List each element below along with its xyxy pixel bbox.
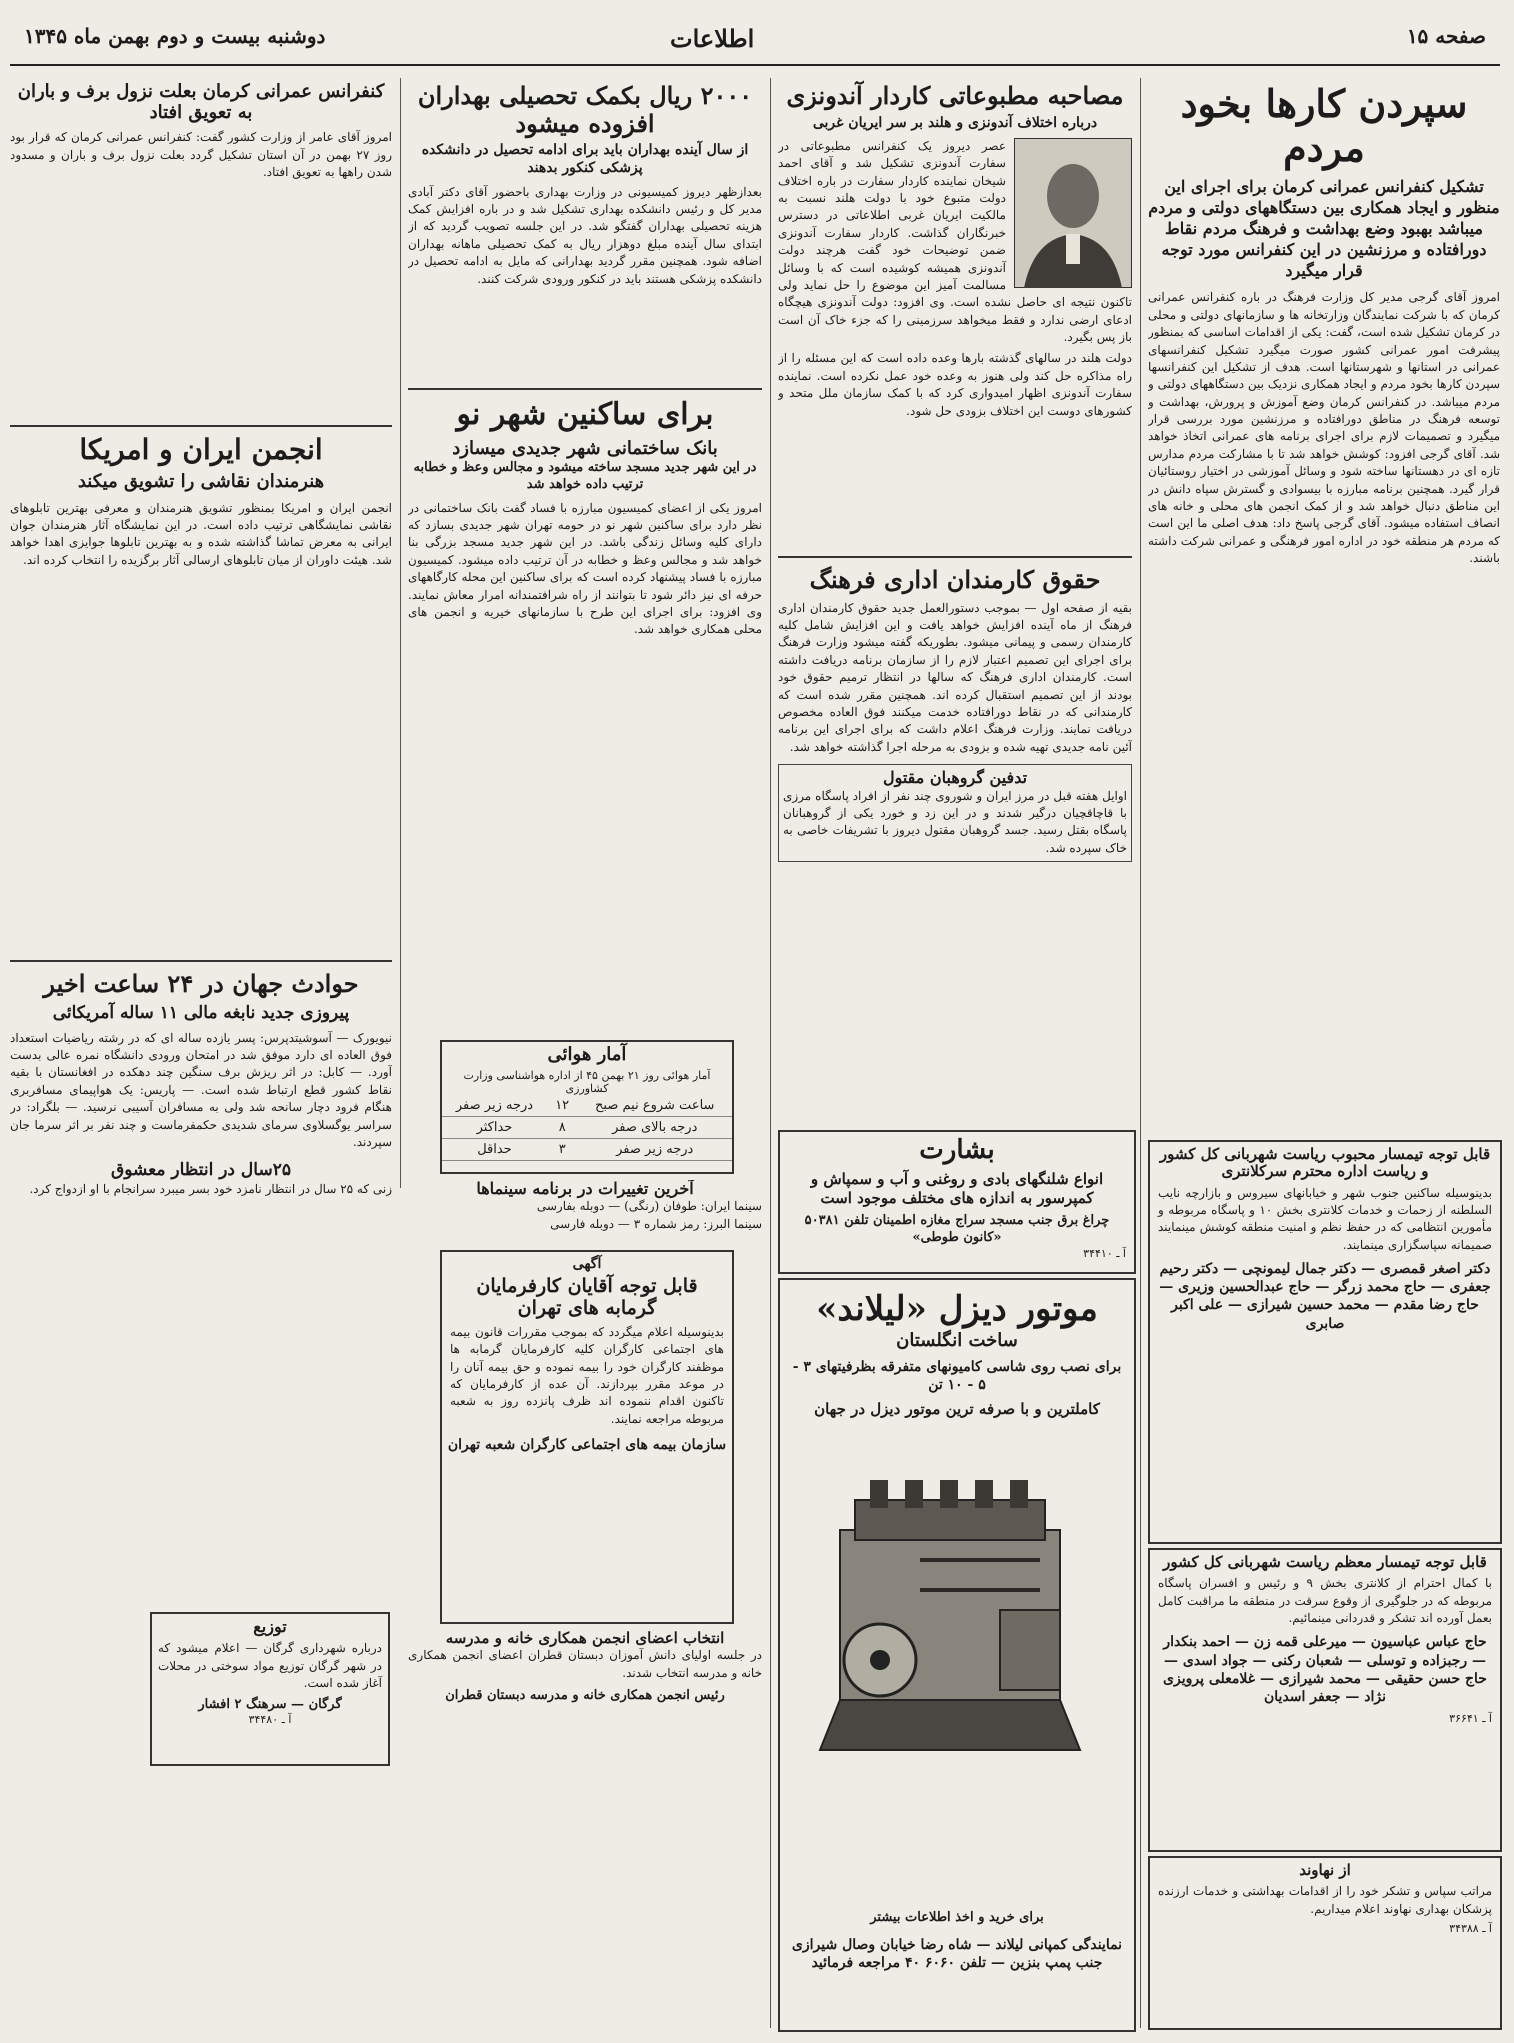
header-page-number: صفحه ۱۵ bbox=[1406, 24, 1486, 48]
funeral-body: اوایل هفته قبل در مرز ایران و شوروی چند نفر از افراد پاسگاه مرزی با قاچاقچیان درگیر شدند و در این زد و خورد یکی از گروهبانان پاسگاه بقتل رسید. جسد گروهبان مقتول دیروز با تشریفات خاصی به خاک سپرده شد. bbox=[783, 788, 1127, 855]
ad-body: انواع شلنگهای بادی و روغنی و آب و سمپاش و کمپرسور به اندازه های مختلف موجود است bbox=[810, 1169, 1104, 1208]
article-headline: سپردن کارها بخود مردم bbox=[1180, 81, 1468, 170]
association-title: انتخاب اعضای انجمن همکاری خانه و مدرسه bbox=[445, 1630, 725, 1647]
article-subheadline: هنرمندان نقاشی را تشویق میکند bbox=[77, 471, 325, 493]
ad-title: بشارت bbox=[919, 1135, 995, 1165]
article-indonesia-press bbox=[778, 78, 1132, 548]
ad-body: با کمال احترام از کلانتری بخش ۹ و رئیس و افسران پاسگاه مربوطه که در جلوگیری از وقوع سرقت در منطقه ما مراقبت کامل بعمل آورده اند تشکر و قدردانی مینمائیم. bbox=[1158, 1576, 1493, 1626]
table-cell: ساعت شروع نیم صبح bbox=[577, 1095, 732, 1117]
article-body: نیویورک — آسوشیتدپرس: پسر یازده ساله ای که در رشته ریاضیات استعداد فوق العاده ای دارد موفق شد در امتحان ورودی دانشگاه نمره عالی بدست آورد. — کابل: در اثر ریزش برف سنگین چند دهکده در افغانستان با بقیه نقاط کشور قطع ارتباط شده است. — پاریس: یک هواپیمای مسافربری هنگام فرود دچار سانحه شد ولی به مسافران آسیبی نرسید. — بلگراد: در سراسر یوگسلاوی سرمای شدیدی حکمفرماست و چند نفر بر اثر سرما جان سپردند. bbox=[10, 1030, 392, 1150]
table-cell: درجه زیر صفر bbox=[577, 1138, 732, 1160]
notice-body: بدینوسیله اعلام میگردد که بموجب مقررات قانون بیمه های اجتماعی کارگران کلیه کارفرمایان گرمابه ها موظفند کارگران خود را بیمه نموده و حق بیمه آنان را در موعد مقرر بپردازند. آن عده از کارفرمایان که تاکنون اقدام ننموده اند ظرف پانزده روز به شعبه مربوطه مراجعه نمایند. bbox=[450, 1324, 724, 1426]
article-body: بقیه از صفحه اول — بموجب دستورالعمل جدید حقوق کارمندان اداری فرهنگ از ماه آینده افزایش خواهد یافت و این افزایش شامل کلیه کارمندان رسمی و پیمانی میشود. بطوریکه گفته میشود وزارت فرهنگ برای اجرای این تصمیم اعتبار لازم را از سازمان برنامه دریافت داشته است. کارمندان اداری فرهنگ که سالها در انتظار ترمیم حقوق خود بودند از این تصمیم استقبال کرده اند. همچنین مقرر شده است که کارمندانی که در نقاط دورافتاده خدمت میکنند فوق العاده مخصوص دریافت نمایند. وزارت فرهنگ اعلام داشت که برای اجرای این برنامه آئین نامه جدیدی تهیه شده و بزودی به مرحله اجرا گذاشته خواهد شد. bbox=[778, 600, 1132, 754]
article-new-town bbox=[408, 394, 762, 1034]
ad-nahavand bbox=[1148, 1856, 1502, 2030]
distribution-notice bbox=[150, 1612, 390, 1766]
weather-box bbox=[440, 1040, 734, 1174]
distribution-title: توزیع bbox=[253, 1617, 287, 1636]
ad-number: آ ـ ۳۴۳۸۸ bbox=[1449, 1922, 1492, 1936]
story-title: ۲۵سال در انتظار معشوق bbox=[111, 1160, 291, 1181]
section-divider bbox=[408, 388, 762, 390]
cinema-line: سینما البرز: رمز شماره ۳ — دوبله فارسی bbox=[550, 1216, 762, 1231]
notice-title: آگهی bbox=[572, 1256, 602, 1272]
article-teacher-salaries bbox=[778, 562, 1132, 1122]
column-divider bbox=[770, 78, 771, 2028]
ad-body: بدینوسیله ساکنین جنوب شهر و خیابانهای سیروس و بازارچه نایب السلطنه از زحمات و خدمات کلانتری بخش ۱۰ و پاسگاه مربوطه و مأمورین انتظامی که در حفظ نظم و امنیت منطقه کوشش مینمایند صمیمانه سپاسگزاری مینمایند. bbox=[1158, 1185, 1493, 1252]
ad-body: مراتب سپاس و تشکر خود را از اقدامات بهداشتی و خدمات ارزنده پزشکان بهداری نهاوند اعلام میداریم. bbox=[1158, 1884, 1492, 1916]
header-date: دوشنبه بیست و دوم بهمن ماه ۱۳۴۵ bbox=[24, 24, 326, 48]
ad-title: از نهاوند bbox=[1299, 1861, 1351, 1879]
table-cell: درجه زیر صفر bbox=[442, 1095, 547, 1117]
ad-title: موتور دیزل «لیلاند» bbox=[816, 1289, 1098, 1329]
article-subheadline: پیروزی جدید نابغه مالی ۱۱ ساله آمریکائی bbox=[52, 1002, 350, 1023]
article-body: عصر دیروز یک کنفرانس مطبوعاتی در سفارت آندونزی تشکیل شد و آقای احمد شیخان نماینده کاردار سفارت در باره اختلاف دولت متبوع خود با دولت هلند نسبت به مالکیت ایریان غربی اطلاعاتی در دسترس خبرنگاران گذاشت. کاردار سفارت آندونزی ضمن توضیحات خود گفت هرچند دولت آندونزی همیشه کوشیده است که با وسائل مسالمت آمیز این موضوع را حل نماید ولی تاکنون نتیجه ای حاصل نشده است. وی افزود: دولت آندونزی هیچگاه ادعای ارضی ندارد و فقط میخواهد سرزمینی را که جزء خاک آن است باز پس بگیرد. bbox=[778, 138, 1132, 345]
article-subheadline: بانک ساختمانی شهر جدیدی میسازد bbox=[452, 437, 718, 459]
article-headline: حوادث جهان در ۲۴ ساعت اخیر bbox=[43, 969, 359, 998]
distribution-body: درباره شهرداری گرگان — اعلام میشود که در شهر گرگان توزیع مواد سوختی در محلات آغاز شده است. bbox=[158, 1641, 382, 1691]
notice-headline: قابل توجه آقایان کارفرمایان گرمابه های تهران bbox=[476, 1275, 698, 1319]
ad-number: آ ـ ۳۴۴۸۰ bbox=[248, 1713, 292, 1727]
cinema-title: آخرین تغییرات در برنامه سینماها bbox=[476, 1180, 694, 1198]
ad-number: آ ـ ۳۴۴۱۰ bbox=[1083, 1246, 1126, 1260]
section-divider bbox=[10, 425, 392, 427]
article-subheadline: از سال آینده بهداران باید برای ادامه تحصیل در دانشکده پزشکی کنکور بدهند bbox=[421, 142, 749, 177]
cinema-line: سینما ایران: طوفان (رنگی) — دوبله بفارسی bbox=[536, 1199, 762, 1214]
funeral-box bbox=[778, 764, 1132, 862]
article-world-news bbox=[10, 966, 392, 1606]
article-art-exhibition bbox=[10, 430, 392, 950]
header-paper-name: اطلاعات bbox=[670, 24, 755, 53]
ad-made-in: ساخت انگلستان bbox=[896, 1330, 1018, 1352]
article-kerman-conference bbox=[1148, 78, 1500, 1138]
funeral-title: تدفین گروهبان مقتول bbox=[882, 768, 1028, 788]
insurance-notice bbox=[440, 1250, 734, 1624]
ad-hoses bbox=[778, 1130, 1136, 1274]
section-divider bbox=[778, 556, 1132, 558]
article-headline: حقوق کارمندان اداری فرهنگ bbox=[809, 565, 1101, 594]
table-row bbox=[442, 1138, 732, 1160]
article-headline: برای ساکنین شهر نو bbox=[456, 397, 714, 432]
column-divider bbox=[1140, 78, 1141, 2028]
ad-title: قابل توجه تیمسار معظم ریاست شهربانی کل کشور bbox=[1163, 1553, 1487, 1571]
ad-number: آ ـ ۳۶۶۴۱ bbox=[1449, 1712, 1492, 1726]
table-row bbox=[442, 1095, 732, 1117]
association-signature: رئیس انجمن همکاری خانه و مدرسه دبستان قطران bbox=[445, 1688, 725, 1704]
article-lead: تشکیل کنفرانس عمرانی کرمان برای اجرای این منظور و ایجاد همکاری بین دستگاههای دولتی و مردم میباشد بهبود وضع بهداشت و فرهنگ مردم نقاط دورافتاده و مرزنشین در این کنفرانس مورد توجه قرار میگیرد bbox=[1148, 177, 1500, 280]
ad-names: حاج عباس عباسیون — میرعلی قمه زن — احمد بنکدار — رجبزاده و توسلی — شعبان رکنی — جواد اسدی — حاج حسن حقیقی — محمد شیرازی — غلامعلی پرویزی نژاد — جعفر اسدیان bbox=[1163, 1634, 1487, 1705]
column-divider bbox=[400, 78, 401, 1188]
article-subheadline-2: در این شهر جدید مسجد ساخته میشود و مجالس وعظ و خطابه ترتیب داده خواهد شد bbox=[413, 459, 757, 492]
article-body: انجمن ایران و امریکا بمنظور تشویق هنرمندان و معرفی بهترین تابلوهای نقاشی نمایشگاهی ترتیب داده است. در این نمایشگاه آثار هنرمندان جوان ایرانی به معرض تماشا گذاشته شده و به بهترین تابلوها جوایزی اهدا خواهد شد. هیئت داوران از میان تابلوهای ارسالی آثار برگزیده را انتخاب کرده اند. bbox=[10, 500, 392, 567]
article-body: بعدازظهر دیروز کمیسیونی در وزارت بهداری باحضور آقای دکتر آبادی مدیر کل و رئیس دانشکده بهداری تشکیل شد و در باره افزایش کمک هزینه تحصیلی بهداران گفتگو شد. در این جلسه تصویب گردید که از ابتدای سال آینده مبلغ دوهزار ریال به کمک تحصیلی ماهانه بهداران اضافه شود. همچنین مقرر گردید بهدارانی که مایل به ادامه تحصیل در دانشکده پزشکی هستند باید در کنکور ورودی شرکت کنند. bbox=[408, 184, 762, 286]
weather-title: آمار هوائی bbox=[547, 1044, 627, 1065]
diesel-engine-illustration bbox=[800, 1460, 1110, 1790]
article-headline: انجمن ایران و امریکا bbox=[79, 433, 323, 466]
ad-description: برای نصب روی شاسی کامیونهای متفرقه بظرفیتهای ۳ - ۵ - ۱۰ تن bbox=[792, 1358, 1122, 1393]
ad-leyland-engine bbox=[778, 1278, 1136, 2032]
article-headline: کنفرانس عمرانی کرمان بعلت نزول برف و باران به تعویق افتاد bbox=[17, 81, 385, 123]
ad-info: برای خرید و اخذ اطلاعات بیشتر bbox=[870, 1910, 1044, 1925]
table-cell: ۳ bbox=[547, 1138, 578, 1160]
article-body: امروز آقای گرجی مدیر کل وزارت فرهنگ در باره کنفرانس عمرانی کرمان که با شرکت نمایندگان وزارتخانه ها و سازمانهای دولتی و محلی در کرمان تشکیل شده است، گفت: یکی از اقدامات اساسی که بمنظور پیشرفت امور عمرانی کشور صورت میگیرد تشکیل کنفرانسهای عمرانی در استانها و شهرستانها است. هدف از تشکیل این کنفرانسها سپردن کارها بخود مردم و ایجاد همکاری نزدیک بین دستگاههای دولتی و مردم میباشد. در کنفرانس کرمان وضع آموزش و پرورش، بهداشت و توسعه فرهنگ در مناطق دورافتاده و مرزنشین مورد بررسی قرار میگیرد و تصمیمات لازم برای اجرای برنامه های عمرانی اتخاذ خواهد شد. آقای گرجی افزود: کوشش خواهد شد تا با مشارکت مردم مدارس تازه ای در دهستانها ساخته شود و وسائل آموزشی در اختیار روستائیان قرار گیرد. همچنین برنامه مبارزه با بیسوادی و گسترش سپاه دانش در این مناطق دنبال خواهد شد و از کمک انجمن های محلی و خانه های انصاف استفاده میشود. آقای گرجی پاسخ داد: هدف اصلی ما این است که مردم هر منطقه خود در اداره امور فرهنگی و عمرانی شرکت داشته باشند. bbox=[1148, 290, 1500, 566]
article-kerman-postponed bbox=[10, 78, 392, 418]
page-header bbox=[10, 10, 1500, 66]
distribution-signature: گرگان — سرهنگ ۲ افشار bbox=[198, 1696, 342, 1712]
notice-signature: سازمان بیمه های اجتماعی کارگران شعبه تهران bbox=[447, 1437, 727, 1454]
article-body: امروز آقای عامر از وزارت کشور گفت: کنفرانس عمرانی کرمان که قرار بود روز ۲۷ بهمن در آن استان تشکیل گردد بعلت نزول برف و باران و مسدود شدن راهها به تعویق افتاد. bbox=[10, 130, 392, 180]
article-headline: ۲۰۰۰ ریال بکمک تحصیلی بهداران افزوده میشود bbox=[417, 81, 753, 138]
ad-title: قابل توجه تیمسار محبوب ریاست شهربانی کل کشور و ریاست اداره محترم سرکلانتری bbox=[1159, 1145, 1491, 1181]
table-row bbox=[442, 1116, 732, 1138]
ad-slogan: کاملترین و با صرفه ترین موتور دیزل در جهان bbox=[814, 1400, 1100, 1419]
ad-thanks-police-1 bbox=[1148, 1140, 1502, 1544]
table-cell: ۸ bbox=[547, 1116, 578, 1138]
article-body-continued: دولت هلند در سالهای گذشته بارها وعده داده است که این مسئله را از راه مذاکره حل کند ولی هنوز به وعده خود عمل نکرده است. نماینده سفارت آندونزی اظهار امیدواری کرد که با کمک سازمان ملل متحد و کشورهای دوست این اختلاف بزودی حل شود. bbox=[778, 351, 1132, 418]
ad-thanks-police-2 bbox=[1148, 1548, 1502, 1852]
association-body: در جلسه اولیای دانش آموزان دبستان قطران اعضای انجمن همکاری خانه و مدرسه انتخاب شدند. bbox=[408, 1648, 762, 1680]
table-cell: حداکثر bbox=[442, 1116, 547, 1138]
article-subheadline: درباره اختلاف آندونزی و هلند بر سر ایریان غربی bbox=[812, 114, 1098, 131]
table-cell: حداقل bbox=[442, 1138, 547, 1160]
article-health-aid bbox=[408, 78, 762, 383]
table-cell: درجه بالای صفر bbox=[577, 1116, 732, 1138]
table-cell: ۱۲ bbox=[547, 1095, 578, 1117]
cinema-changes bbox=[408, 1180, 762, 1242]
ad-names: دکتر اصغر قمصری — دکتر جمال لیمونچی — دکتر رحیم جعفری — حاج محمد زرگر — حاج عبدالحسین وزیری — حاج رضا مقدم — محمد حسین شیرازی — علی اکبر صابری bbox=[1159, 1261, 1491, 1332]
story-body: زنی که ۲۵ سال در انتظار نامزد خود بسر میبرد سرانجام با او ازدواج کرد. bbox=[29, 1181, 392, 1196]
ad-agent: نمایندگی کمپانی لیلاند — شاه رضا خیابان وصال شیرازی جنب پمپ بنزین — تلفن ۶۰۶۰ ۴۰ مراجعه فرمائید bbox=[791, 1937, 1123, 1972]
school-association bbox=[408, 1630, 762, 1770]
portrait-photo bbox=[1014, 138, 1132, 288]
article-body: امروز یکی از اعضای کمیسیون مبارزه با فساد گفت بانک ساختمانی در نظر دارد برای ساکنین شهر نو در حومه تهران شهر جدیدی بسازد که دارای کلیه وسائل زندگی باشد. در این شهر جدید مسجد بزرگی بنا خواهد شد و مجالس وعظ و خطابه در آن ترتیب داده میشود. کمیسیون مبارزه با فساد پیشنهاد کرده است که برای ساکنین این محله کارگاههای حرفه ای نیز دائر شود تا بتوانند از راه شرافتمندانه امرار معاش نمایند. وی افزود: برای اجرای این طرح با سازمانهای خیریه و انجمن های محلی همکاری خواهد شد. bbox=[408, 500, 762, 637]
weather-table bbox=[442, 1095, 732, 1161]
section-divider bbox=[10, 960, 392, 962]
article-headline: مصاحبه مطبوعاتی کاردار آندونزی bbox=[786, 81, 1124, 110]
ad-shop: چراغ برق جنب مسجد سراج مغازه اطمینان تلفن ۵۰۳۸۱ «کانون طوطی» bbox=[804, 1212, 1110, 1245]
weather-note: آمار هوائی روز ۲۱ بهمن ۴۵ از اداره هواشناسی وزارت کشاورزی bbox=[463, 1068, 711, 1095]
